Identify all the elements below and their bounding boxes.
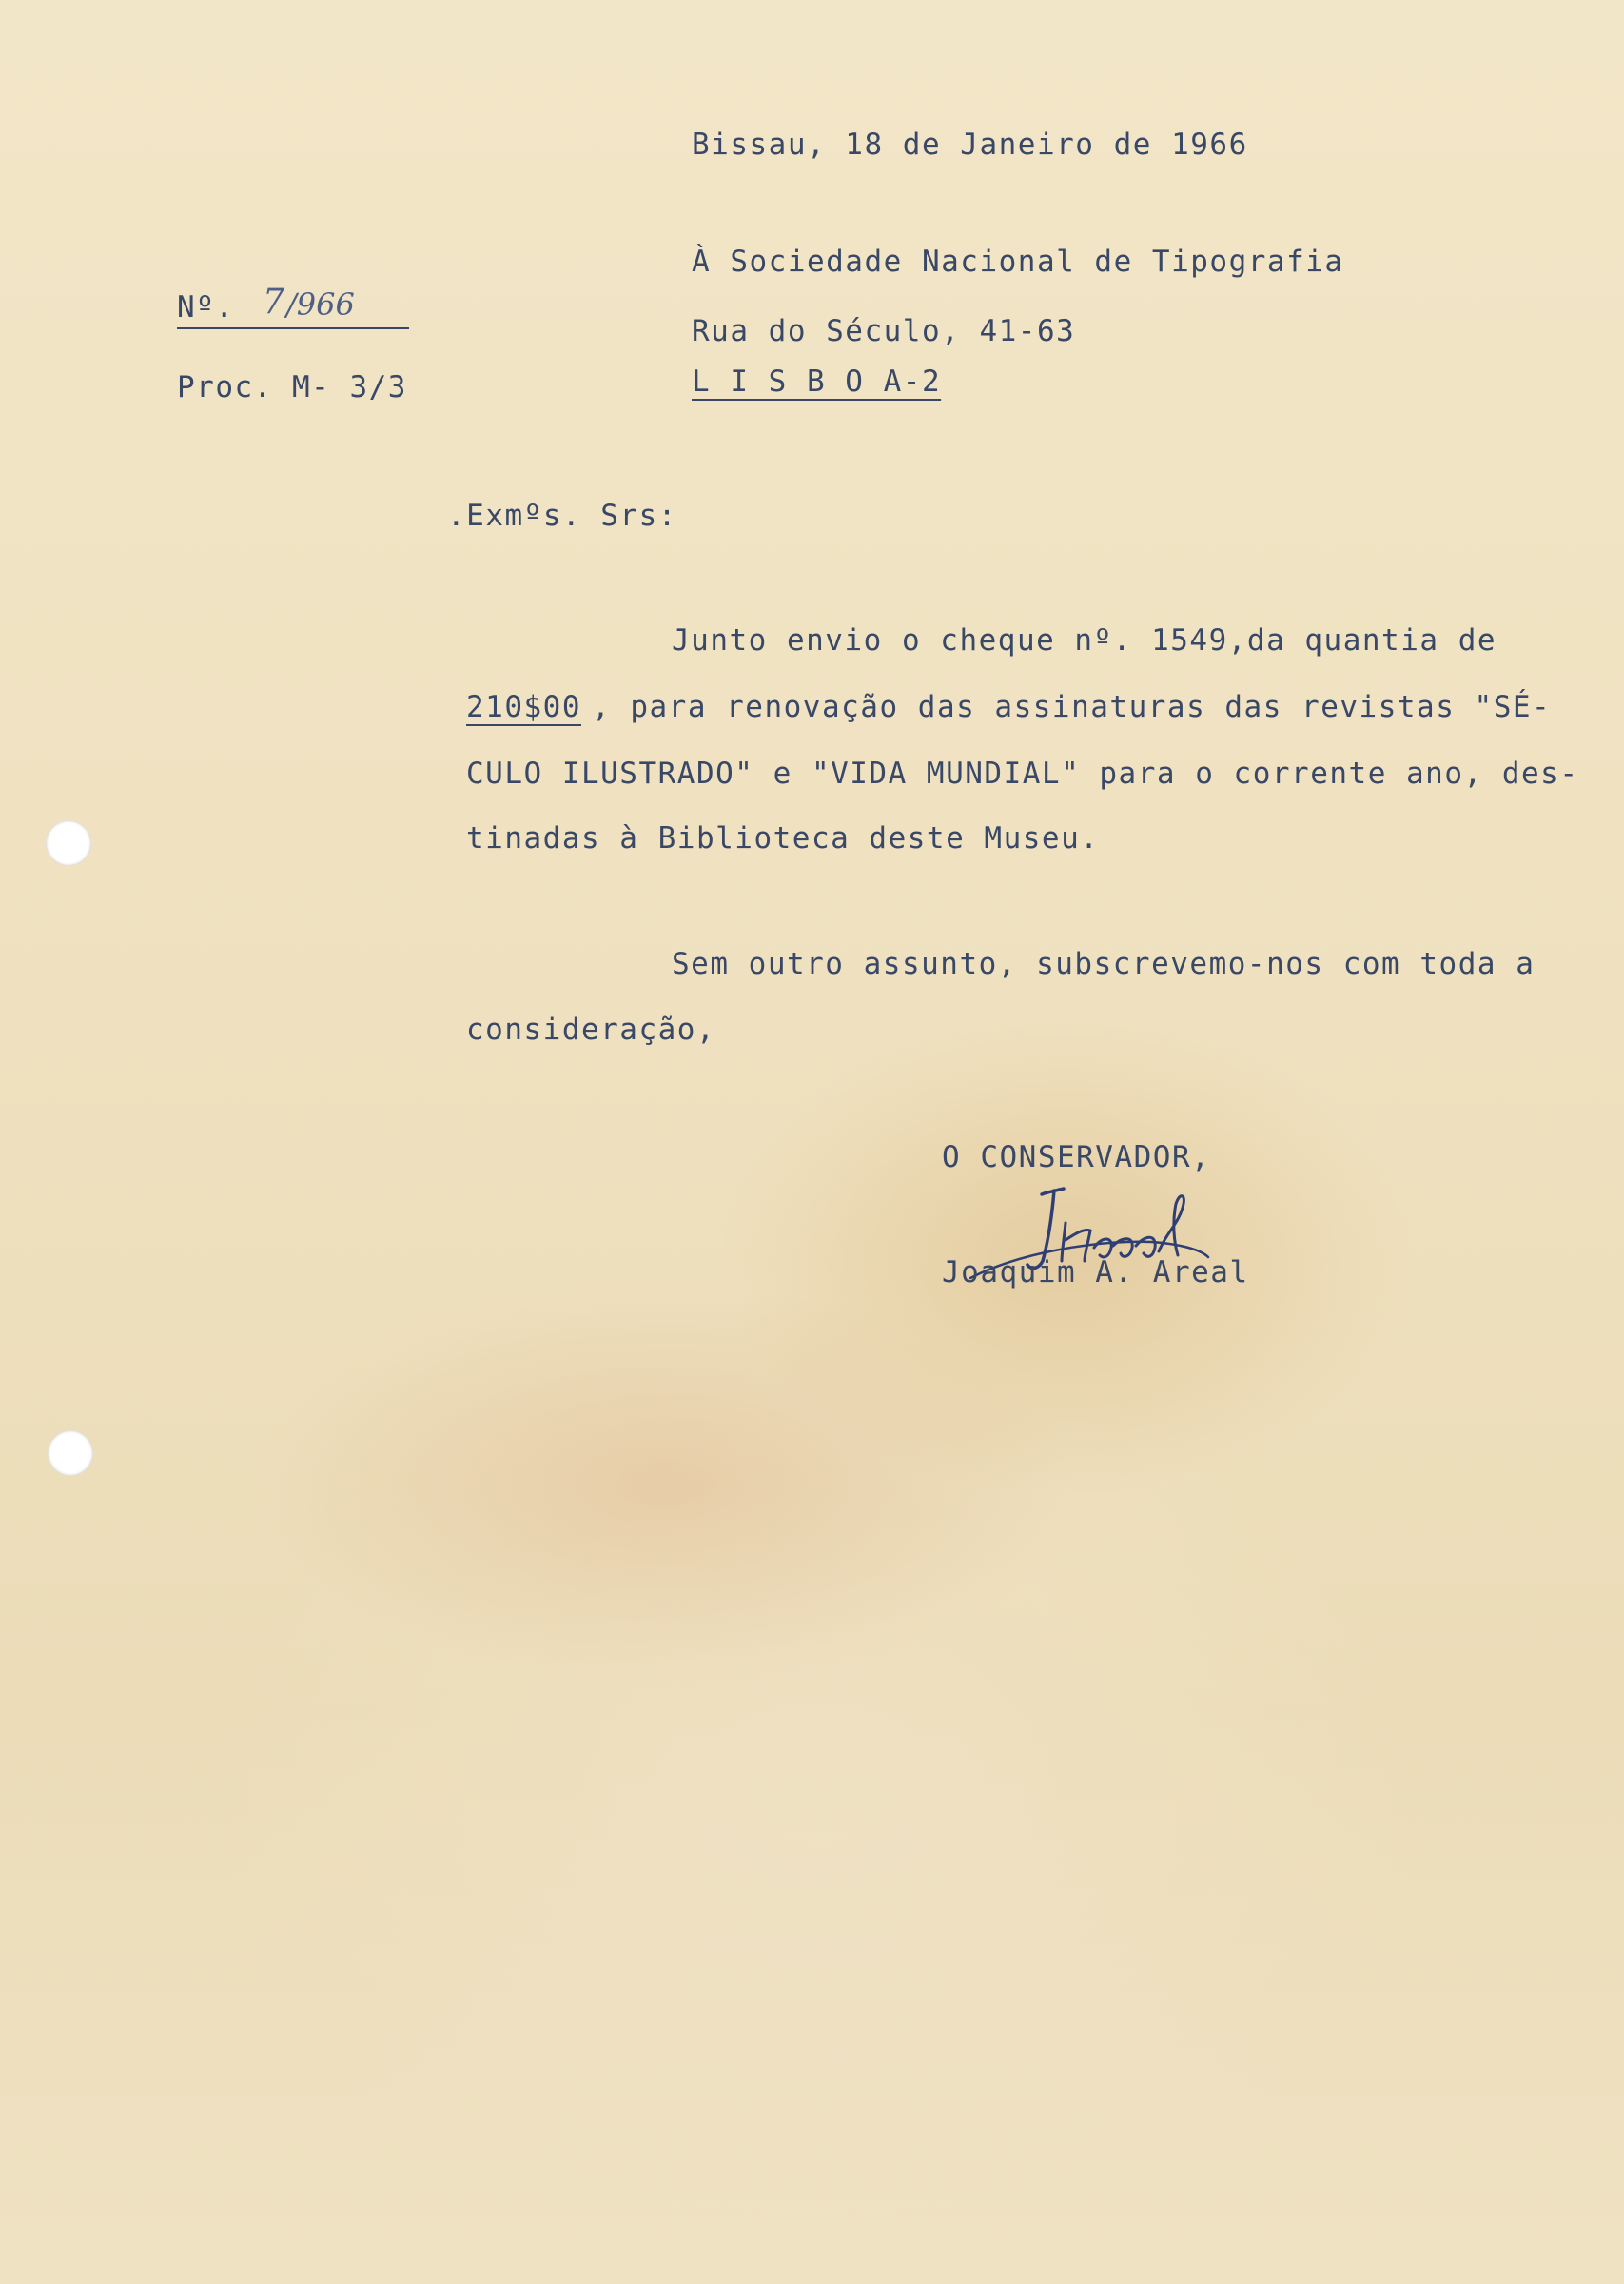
closing-line-2: consideração, [466, 1013, 716, 1047]
recipient-name: À Sociedade Nacional de Tipografia [692, 245, 1344, 279]
cheque-amount: 210$00 [466, 690, 581, 724]
signer-title: O CONSERVADOR, [942, 1140, 1211, 1174]
reference-number [177, 283, 409, 329]
recipient-street: Rua do Século, 41-63 [692, 314, 1076, 348]
signer-name: Joaquim A. Areal [942, 1255, 1249, 1290]
salutation: .Exmºs. Srs: [447, 499, 677, 533]
place-date: Bissau, 18 de Janeiro de 1966 [692, 128, 1248, 162]
body-line-3: CULO ILUSTRADO" e "VIDA MUNDIAL" para o corrente ano, des- [466, 757, 1579, 791]
reference-suffix: /966 [286, 286, 355, 323]
reference-prefix: Nº. [177, 290, 254, 325]
body-line-2: , para renovação das assinaturas das revistas "SÉ- [592, 690, 1552, 724]
recipient-city: L I S B O A-2 [692, 364, 942, 399]
closing-line-1: Sem outro assunto, subscrevemo-nos com toda a [672, 947, 1536, 981]
process-reference: Proc. M- 3/3 [177, 370, 407, 404]
reference-number-handwritten: 7 [263, 283, 284, 322]
punch-hole-bottom [48, 1430, 93, 1476]
body-line-4: tinadas à Biblioteca deste Museu. [466, 821, 1100, 856]
punch-hole-top [46, 820, 91, 866]
body-line-1: Junto envio o cheque nº. 1549,da quantia de [672, 623, 1497, 658]
